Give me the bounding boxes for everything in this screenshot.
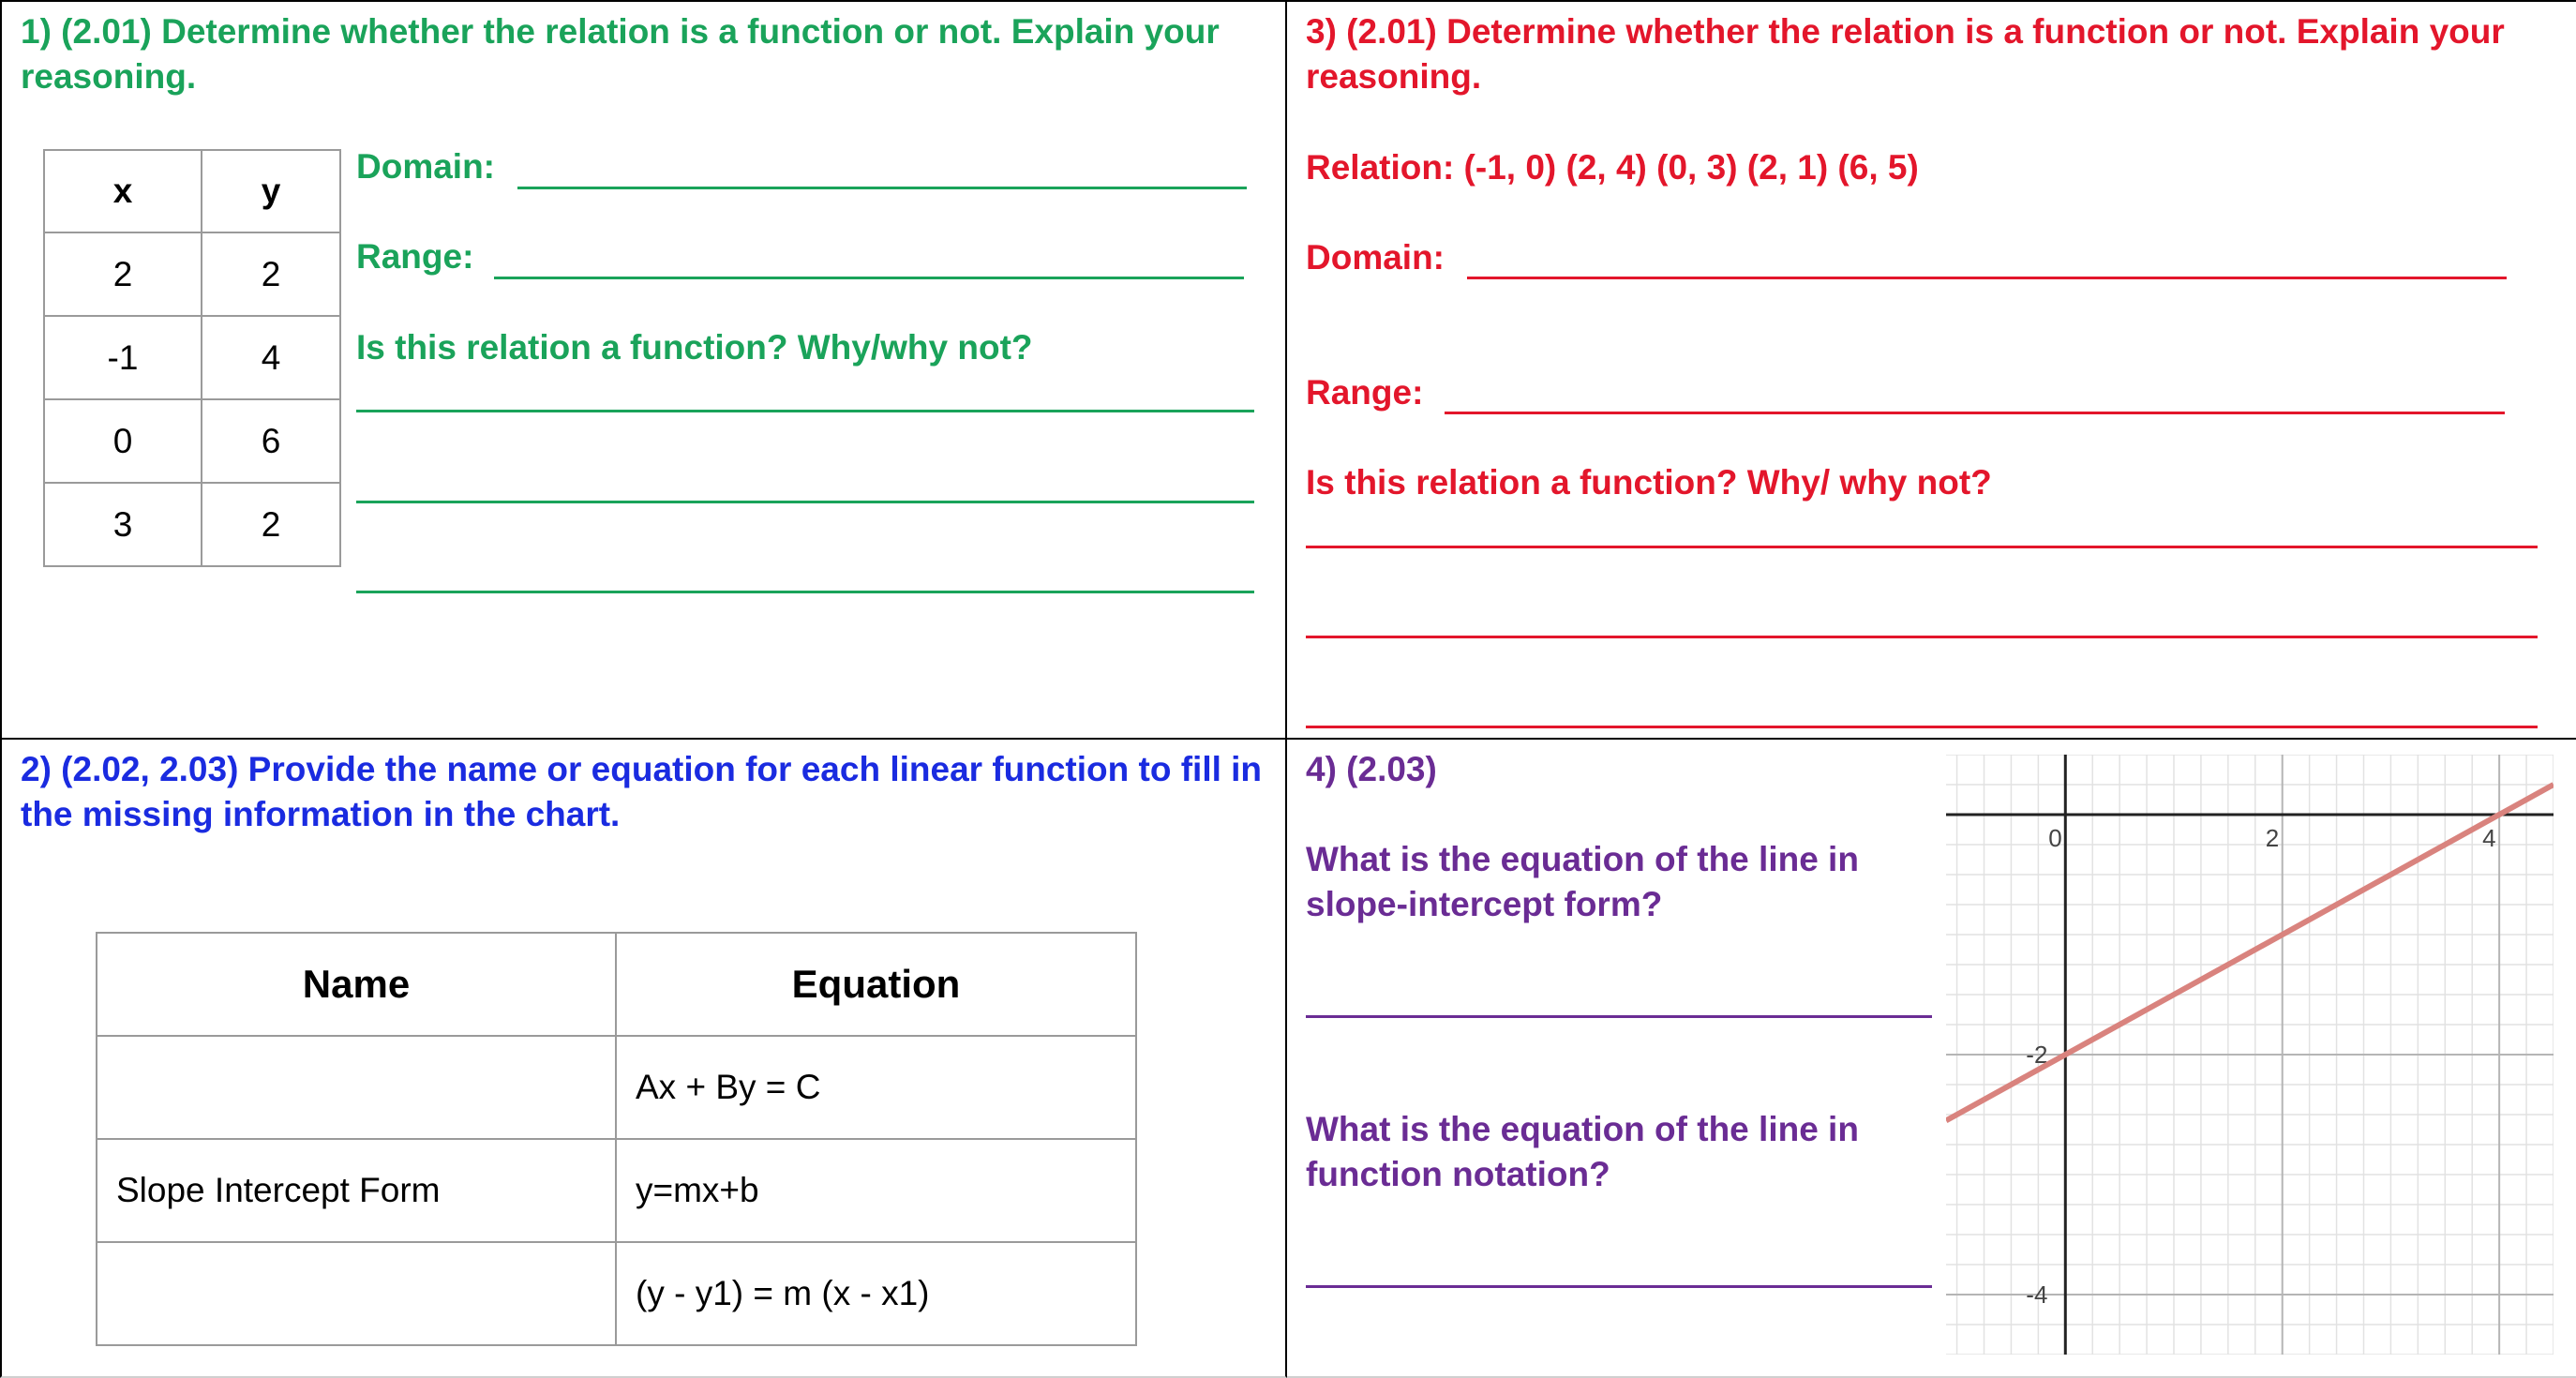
q3-range-answer-line[interactable]	[1445, 412, 2505, 414]
xy-cell: 4	[202, 316, 340, 399]
q3-answer-line-2[interactable]	[1306, 636, 2538, 638]
question-1-panel	[0, 0, 1287, 740]
table-row	[44, 316, 340, 399]
q3-question: Is this relation a function? Why/ why not?	[1306, 463, 1992, 502]
xy-header-y: y	[202, 150, 340, 232]
y-tick-label: -2	[2026, 1041, 2048, 1069]
series-line	[1946, 785, 2554, 1120]
q1-answer-line-1[interactable]	[356, 410, 1254, 412]
q4-question-slope-intercept: What is the equation of the line in slope-intercept form?	[1306, 840, 1859, 923]
forms-header-name: Name	[97, 933, 616, 1036]
table-row	[97, 1242, 1136, 1345]
forms-equation-cell: Ax + By = C	[616, 1036, 1136, 1139]
forms-header-equation: Equation	[616, 933, 1136, 1036]
table-row	[44, 399, 340, 483]
forms-equation-cell: (y - y1) = m (x - x1)	[616, 1242, 1136, 1345]
q1-domain-label: Domain:	[356, 147, 495, 186]
forms-name-cell[interactable]	[97, 1036, 616, 1139]
table-row	[44, 232, 340, 316]
forms-name-cell: Slope Intercept Form	[97, 1139, 616, 1242]
x-tick-label: 0	[2048, 824, 2062, 852]
graph-tick-labels	[2026, 824, 2495, 1309]
xy-cell: 2	[202, 232, 340, 316]
question-2-panel	[0, 740, 1287, 1378]
y-tick-label: -4	[2026, 1281, 2048, 1309]
question-3-panel	[1287, 0, 2576, 740]
xy-cell: 3	[44, 483, 202, 566]
xy-cell: 6	[202, 399, 340, 483]
q3-answer-line-1[interactable]	[1306, 546, 2538, 548]
table-row	[44, 483, 340, 566]
question-1-title: 1) (2.01) Determine whether the relation is a function or not. Explain your reasoning.	[21, 12, 1220, 96]
forms-name-cell[interactable]	[97, 1242, 616, 1345]
q1-question: Is this relation a function? Why/why not?	[356, 328, 1033, 367]
table-row	[97, 1036, 1136, 1139]
q3-answer-line-3[interactable]	[1306, 726, 2538, 728]
xy-cell: 2	[44, 232, 202, 316]
q3-domain-answer-line[interactable]	[1467, 277, 2507, 279]
question-2-title: 2) (2.02, 2.03) Provide the name or equation for each linear function to fill in the missing information in the chart.	[21, 750, 1263, 833]
xy-cell: 2	[202, 483, 340, 566]
q1-range-label: Range:	[356, 237, 474, 276]
xy-cell: -1	[44, 316, 202, 399]
question-3-title: 3) (2.01) Determine whether the relation is a function or not. Explain your reasoning.	[1306, 12, 2505, 96]
xy-table	[43, 149, 341, 567]
q4-answer-line-1[interactable]	[1306, 1015, 1932, 1018]
linear-forms-table	[96, 932, 1137, 1346]
q3-domain-label: Domain:	[1306, 238, 1445, 277]
q1-range-answer-line[interactable]	[494, 277, 1244, 279]
coordinate-graph	[1946, 755, 2554, 1355]
q1-domain-answer-line[interactable]	[517, 187, 1247, 189]
q1-answer-line-3[interactable]	[356, 591, 1254, 593]
x-tick-label: 2	[2265, 824, 2280, 852]
xy-cell: 0	[44, 399, 202, 483]
q4-question-function-notation: What is the equation of the line in function notation?	[1306, 1110, 1859, 1193]
xy-header-x: x	[44, 150, 202, 232]
q1-answer-line-2[interactable]	[356, 501, 1254, 503]
q3-range-label: Range:	[1306, 373, 1424, 412]
question-4-title: 4) (2.03)	[1306, 750, 1437, 788]
forms-equation-cell: y=mx+b	[616, 1139, 1136, 1242]
q4-answer-line-2[interactable]	[1306, 1285, 1932, 1288]
table-row	[97, 1139, 1136, 1242]
q3-relation: Relation: (-1, 0) (2, 4) (0, 3) (2, 1) (6, 5)	[1306, 148, 1919, 187]
x-tick-label: 4	[2482, 824, 2496, 852]
graph-series	[1946, 785, 2554, 1120]
